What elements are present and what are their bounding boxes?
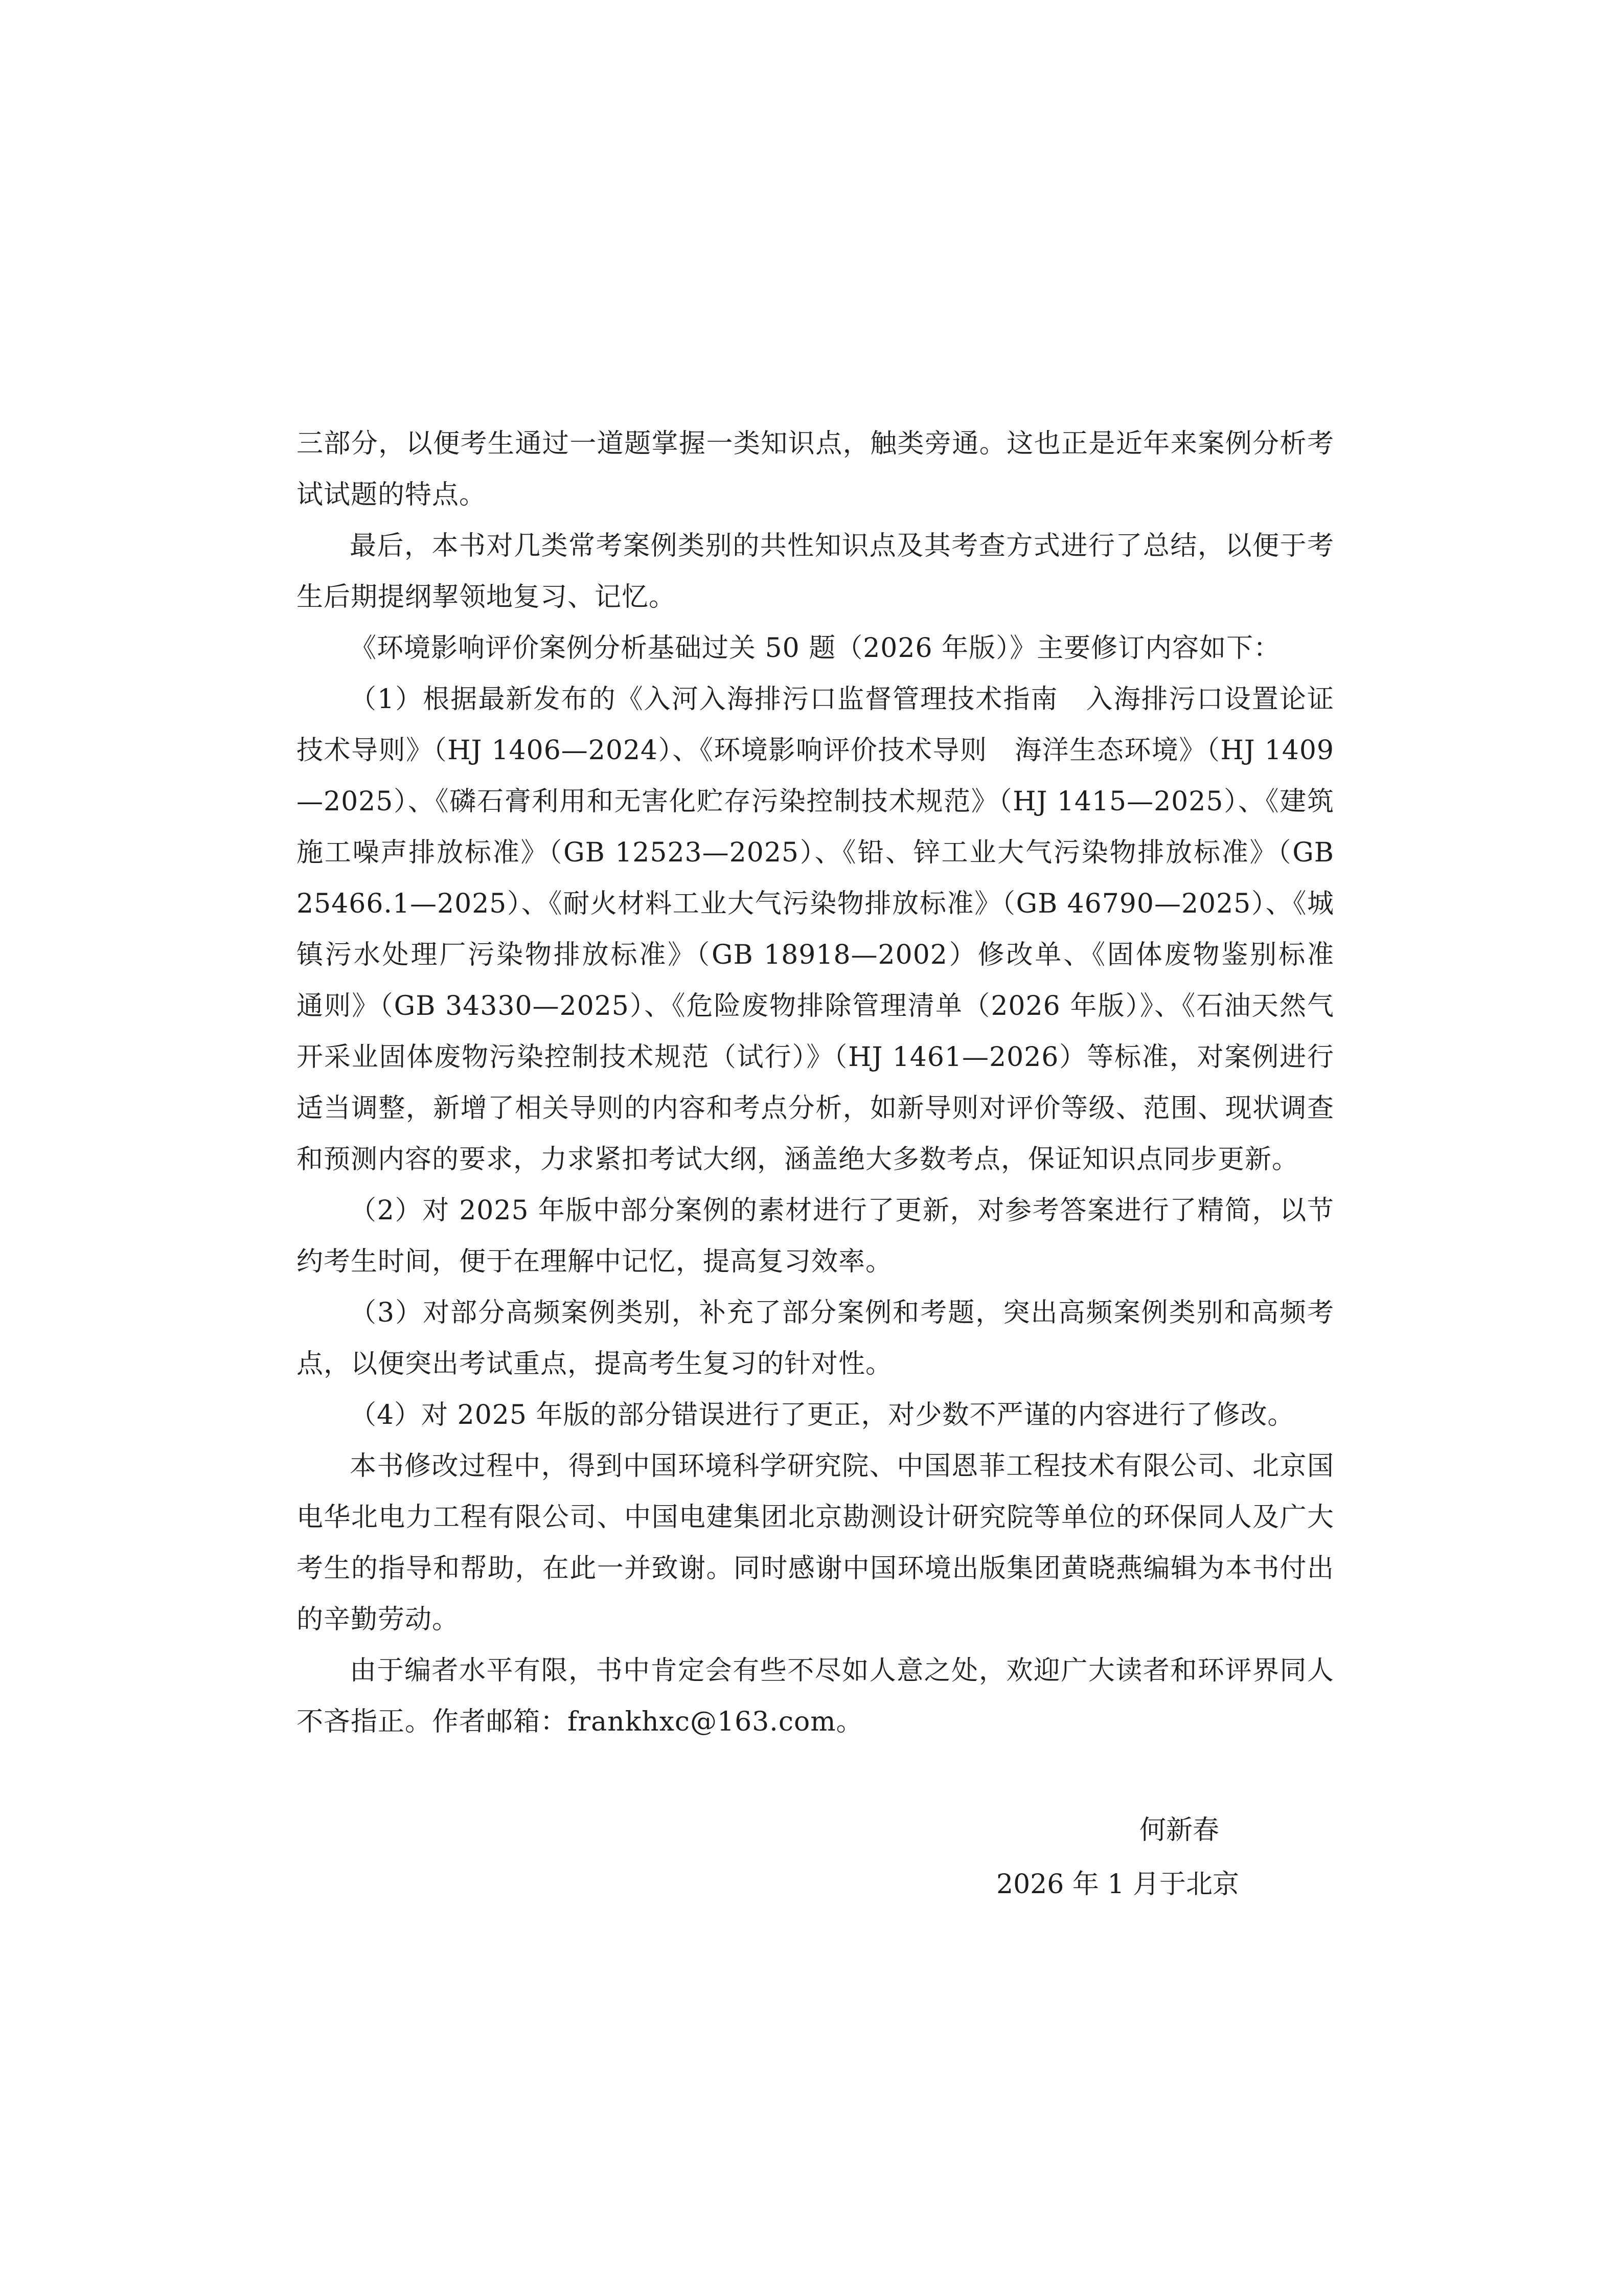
paragraph-acknowledgements: 本书修改过程中，得到中国环境科学研究院、中国恩菲工程技术有限公司、北京国电华北电力工程有限公司、中国电建集团北京勘测设计研究院等单位的环保同人及广大考生的指导和帮助，在此一并致谢。同时感谢中国环境出版集团黄晓燕编辑为本书付出的辛勤劳动。 <box>296 1451 1334 1635</box>
signature-date: 2026 年 1 月于北京 <box>996 1869 1239 1900</box>
preface-body <box>296 418 1362 1747</box>
paragraph-revision-4: （4）对 2025 年版的部分错误进行了更正，对少数不严谨的内容进行了修改。 <box>350 1400 1295 1430</box>
paragraph-revision-3: （3）对部分高频案例类别，补充了部分案例和考题，突出高频案例类别和高频考点，以便突出考试重点，提高考生复习的针对性。 <box>296 1298 1334 1379</box>
paragraph-revision-1: （1）根据最新发布的《入河入海排污口监督管理技术指南 入海排污口设置论证技术导则》（HJ 1406—2024）、《环境影响评价技术导则 海洋生态环境》（HJ 1409—2025）、《磷石膏利用和无害化贮存污染控制技术规范》（HJ 1415—2025）、《建筑施工噪声排放标准》（GB 12523—2025）、《铅、锌工业大气污染物排放标准》（GB 25466.1—2025）、《耐火材料工业大气污染物排放标准》（GB 46790—2025）、《城镇污水处理厂污染物排放标准》（GB 18918—2002）修改单、《固体废物鉴别标准 通则》（GB 34330—2025）、《危险废物排除管理清单（2026 年版）》、《石油天然气开采业固体废物污染控制技术规范（试行）》（HJ 1461—2026）等标准，对案例进行适当调整，新增了相关导则的内容和考点分析，如新导则对评价等级、范围、现状调查和预测内容的要求，力求紧扣考试大纲，涵盖绝大多数考点，保证知识点同步更新。 <box>296 684 1362 1175</box>
paragraph-revision-2: （2）对 2025 年版中部分案例的素材进行了更新，对参考答案进行了精简，以节约考生时间，便于在理解中记忆，提高复习效率。 <box>296 1195 1334 1277</box>
paragraph-feedback: 由于编者水平有限，书中肯定会有些不尽如人意之处，欢迎广大读者和环评界同人不吝指正。作者邮箱：frankhxc@163.com。 <box>296 1655 1334 1737</box>
paragraph-continuation: 三部分，以便考生通过一道题掌握一类知识点，触类旁通。这也正是近年来案例分析考试试题的特点。 <box>296 428 1334 510</box>
paragraph-revision-intro: 《环境影响评价案例分析基础过关 50 题（2026 年版）》主要修订内容如下： <box>350 633 1281 664</box>
author-signature: 何新春 <box>1139 1815 1219 1846</box>
paragraph-summary: 最后，本书对几类常考案例类别的共性知识点及其考查方式进行了总结，以便于考生后期提纲挈领地复习、记忆。 <box>296 531 1334 612</box>
